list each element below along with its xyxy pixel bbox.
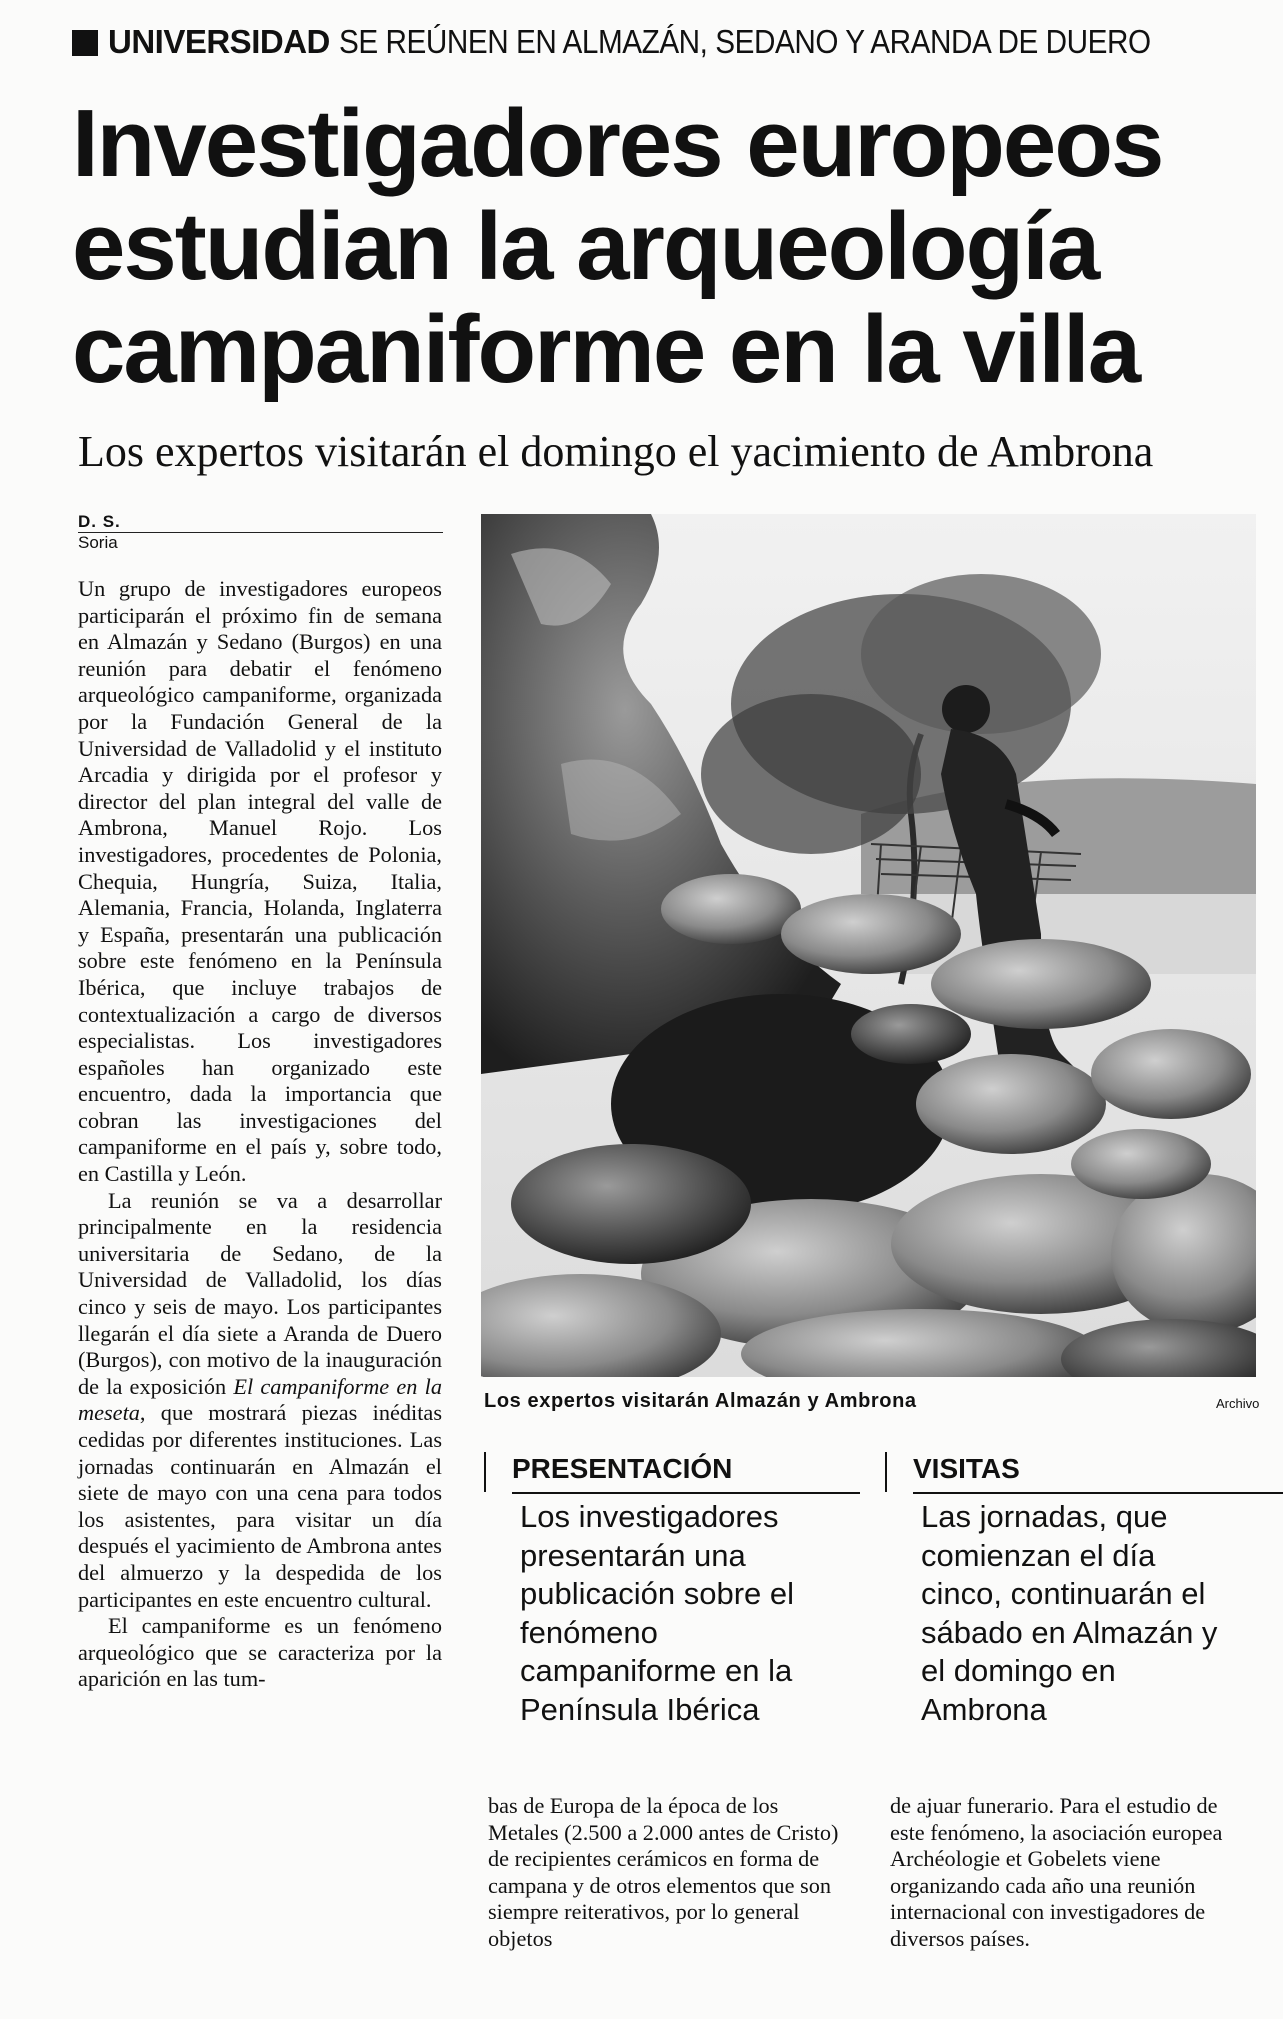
- paragraph-2: La reunión se va a desarrollar principalmente en la residencia universitaria de Sedano, de la Universidad de Valladolid, los días cinco y seis de mayo. Los participantes llegarán el día siete a Aranda de Duero (Burgos), con motivo de la inauguración de la exposición El campaniforme en la meseta, que mostrará piezas inéditas cedidas por diferentes instituciones. Las jornadas continuarán en Almazán el siete de mayo con una cena para todos los asistentes, para visitar un día después el yacimiento de Ambrona antes del almuerzo y la despedida de los participantes en este encuentro cultural.: [78, 1187, 442, 1612]
- section-marker-square: [72, 30, 98, 56]
- byline-city: Soria: [78, 533, 118, 552]
- section-name: UNIVERSIDAD: [108, 23, 330, 60]
- sidebar-line: publicación sobre el: [520, 1576, 795, 1611]
- subheadline: Los expertos visitarán el domingo el yacimiento de Ambrona: [78, 427, 1154, 476]
- sidebar-rule: [913, 1492, 1283, 1494]
- headline: [72, 92, 1262, 401]
- byline: [78, 512, 443, 553]
- sidebar-line: Las jornadas, que: [921, 1499, 1168, 1534]
- article-column-2: [488, 1793, 850, 1953]
- sidebar-bar: [484, 1452, 486, 1492]
- sidebar-line: presentarán una: [520, 1537, 746, 1573]
- byline-author: D. S.: [78, 512, 121, 531]
- sidebar-presentacion: [484, 1452, 844, 1727]
- sidebar-line: sábado en Almazán y: [921, 1614, 1218, 1650]
- paragraph-3: El campaniforme es un fenómeno arqueológico que se caracteriza por la aparición en las tum-: [78, 1613, 442, 1692]
- sidebar-line: Península Ibérica: [520, 1691, 760, 1727]
- sidebar-line: fenómeno: [520, 1614, 658, 1650]
- sidebar-visitas: [885, 1452, 1265, 1727]
- sidebar-title: VISITAS: [913, 1453, 1020, 1484]
- sidebar-title: PRESENTACIÓN: [512, 1453, 733, 1484]
- sidebar-line: Ambrona: [921, 1691, 1047, 1727]
- sidebar-text: [921, 1498, 1217, 1729]
- sidebar-line: cinco, continuarán el: [921, 1576, 1206, 1611]
- article-column-3: [890, 1793, 1256, 1953]
- sidebar-line: campaniforme en la: [520, 1653, 793, 1688]
- paragraph-3-continued: bas de Europa de la época de los Metales (2.500 a 2.000 antes de Cristo) de recipientes cerámicos en forma de campana y de otros elementos que son siempre reiterativos, por lo general objetos: [488, 1793, 839, 1951]
- section-kicker: [72, 22, 1241, 62]
- sidebar-bar: [885, 1452, 887, 1492]
- article-photo: [481, 514, 1256, 1377]
- photo-illustration: [481, 514, 1256, 1377]
- exhibition-title: El campaniforme en la meseta: [78, 1373, 442, 1426]
- headline-line-3: campaniforme en la villa: [72, 296, 1140, 403]
- photo-caption: Los expertos visitarán Almazán y Ambrona: [484, 1390, 917, 1412]
- article-column-1: [78, 576, 442, 1693]
- sidebar-line: el domingo en: [921, 1653, 1116, 1688]
- sidebar-rule: [512, 1492, 860, 1494]
- headline-line-1: Investigadores europeos: [72, 90, 1163, 197]
- sidebar-line: comienzan el día: [921, 1537, 1156, 1573]
- headline-line-2: estudian la arqueología: [72, 193, 1099, 300]
- photo-credit: Archivo: [1216, 1396, 1260, 1411]
- sidebar-line: Los investigadores: [520, 1499, 779, 1534]
- paragraph-3-end: de ajuar funerario. Para el estudio de este fenómeno, la asociación europea Archéologie et Gobelets viene organizando cada año una reunión internacional con investigadores de diversos países.: [890, 1793, 1223, 1951]
- sidebar-text: [520, 1498, 794, 1729]
- paragraph-1: Un grupo de investigadores europeos participarán el próximo fin de semana en Almazán y Sedano (Burgos) en una reunión para debatir el fenómeno arqueológico campaniforme, organizada por la Fundación General de la Universidad de Valladolid y el instituto Arcadia y dirigida por el profesor y director del plan integral del valle de Ambrona, Manuel Rojo. Los investigadores, procedentes de Polonia, Chequia, Hungría, Suiza, Italia, Alemania, Francia, Holanda, Inglaterra y España, presentarán una publicación sobre este fenómeno en la Península Ibérica, que incluye trabajos de contextualización a cargo de diversos especialistas. Los investigadores españoles han organizado este encuentro, dada la importancia que cobran las investigaciones del campaniforme en el país y, sobre todo, en Castilla y León.: [78, 576, 442, 1187]
- kicker-places: SE REÚNEN EN ALMAZÁN, SEDANO Y ARANDA DE DUERO: [339, 23, 1151, 60]
